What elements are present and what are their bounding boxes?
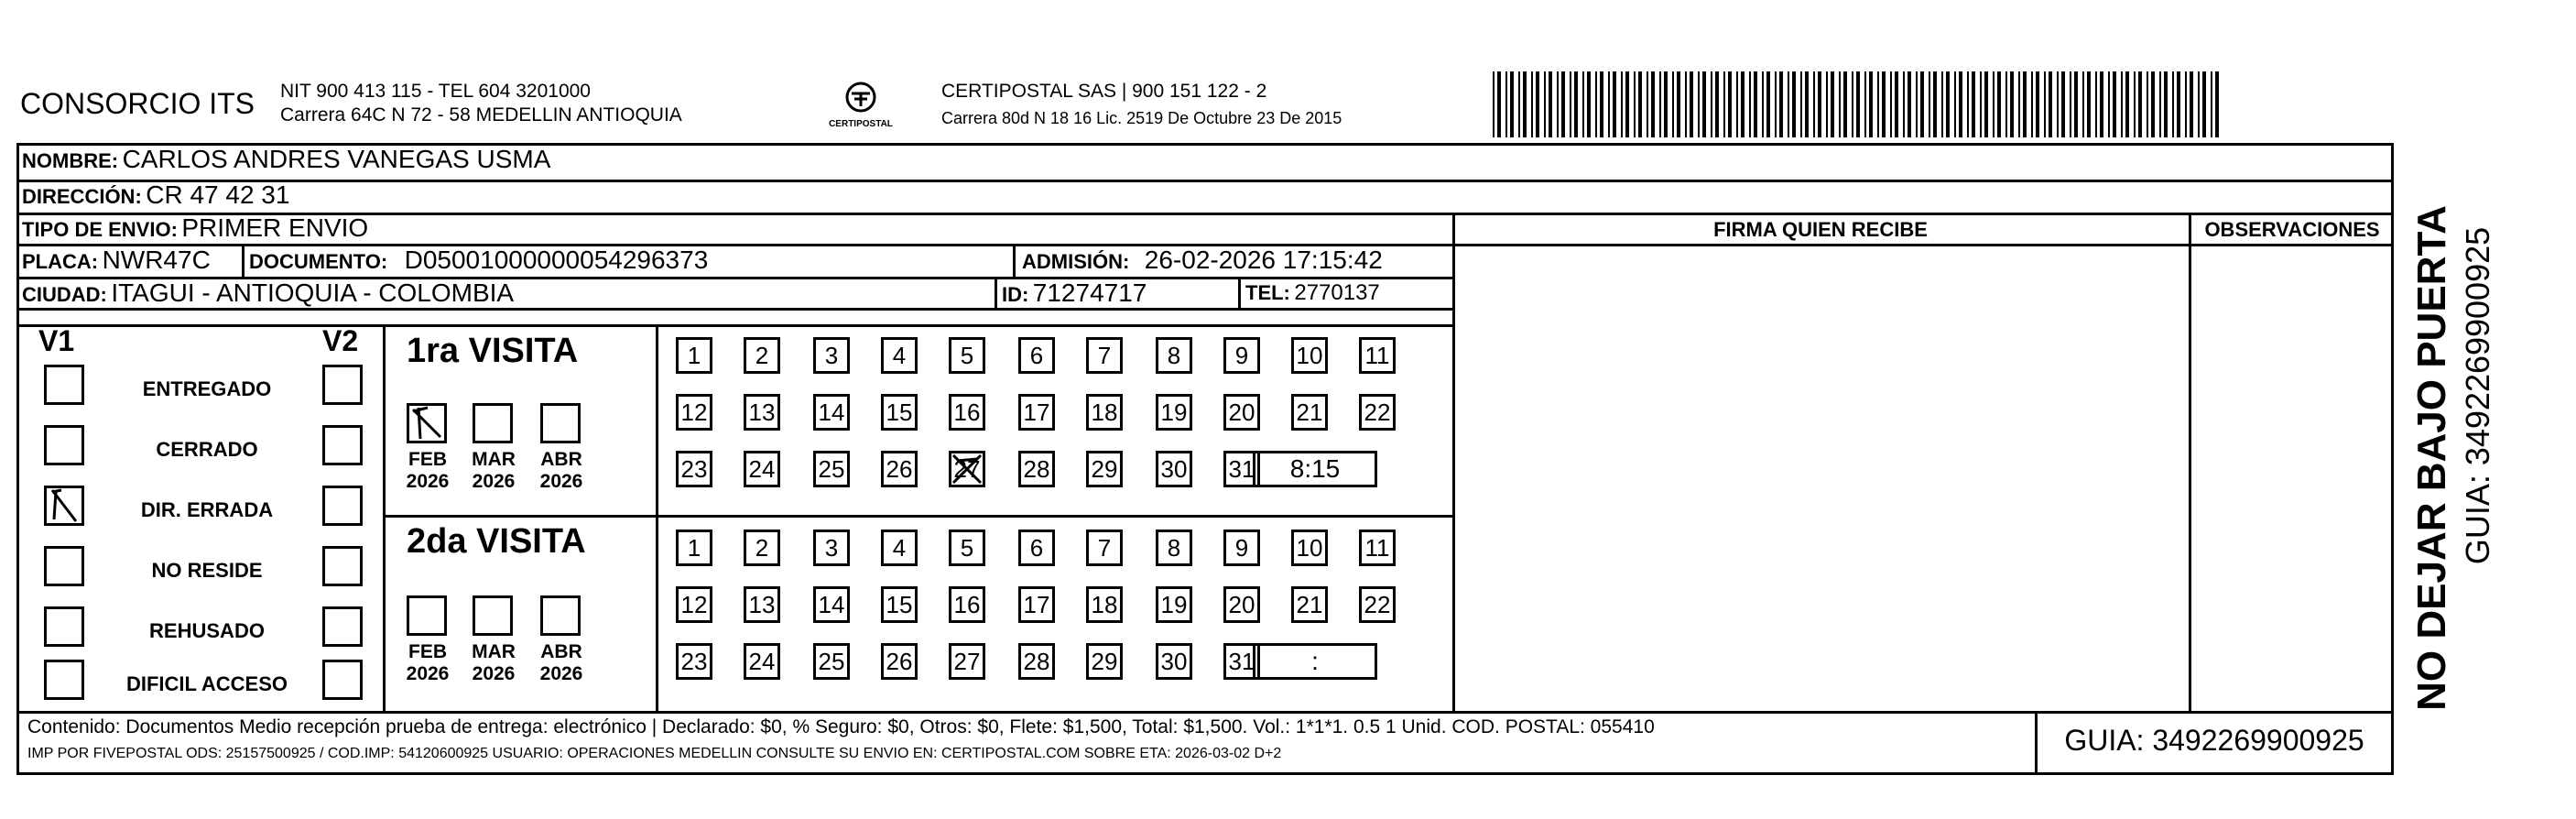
day-box[interactable]: 16 xyxy=(949,586,985,623)
barcode-bar xyxy=(2108,71,2110,137)
day-box[interactable]: 5 xyxy=(949,530,985,566)
barcode-bar xyxy=(1890,71,1892,137)
barcode-bar xyxy=(2121,71,2123,137)
documento-value: D05001000000054296373 xyxy=(404,246,709,274)
day-box[interactable]: 19 xyxy=(1156,586,1192,623)
status-label: CERRADO xyxy=(156,438,258,461)
day-box[interactable]: 1 xyxy=(676,337,712,374)
v2-checkbox[interactable] xyxy=(322,425,363,465)
day-box[interactable]: 2 xyxy=(744,337,780,374)
day-box[interactable]: 9 xyxy=(1223,530,1260,566)
month-checkbox-abr[interactable] xyxy=(540,595,581,636)
nombre-label: NOMBRE: xyxy=(22,149,119,172)
day-box[interactable]: 20 xyxy=(1223,394,1260,431)
side-warning: NO DEJAR BAJO PUERTA xyxy=(2409,205,2454,711)
month-label xyxy=(529,641,593,685)
barcode-bar xyxy=(2215,71,2219,137)
barcode-bar xyxy=(1685,71,1687,137)
visit-time[interactable]: : xyxy=(1253,643,1377,680)
footer-imp: IMP POR FIVEPOSTAL ODS: 25157500925 / COD.IMP: 54120600925 USUARIO: OPERACIONES MEDELLIN CONSULTE SU ENVIO EN: CERTIPOSTAL.COM SOBRE ETA: 2026-03-02 D+2 xyxy=(27,746,1282,761)
barcode-bar xyxy=(1493,71,1495,137)
barcode-bar xyxy=(2177,71,2180,137)
barcode-bar xyxy=(1690,71,1693,137)
day-box[interactable]: 11 xyxy=(1359,530,1396,566)
day-box[interactable]: 25 xyxy=(813,643,850,680)
barcode-bar xyxy=(1505,71,1507,137)
day-box[interactable]: 26 xyxy=(881,451,918,487)
month-year: 2026 xyxy=(406,663,450,684)
barcode-bar xyxy=(1625,71,1629,137)
ciudad-label: CIUDAD: xyxy=(22,283,107,306)
day-box[interactable]: 1 xyxy=(676,530,712,566)
ciudad-value: ITAGUI - ANTIOQUIA - COLOMBIA xyxy=(111,278,515,307)
barcode-bar xyxy=(1600,71,1603,137)
barcode-bar xyxy=(1920,71,1924,137)
day-box[interactable]: 23 xyxy=(676,451,712,487)
barcode-bar xyxy=(1856,71,1860,137)
barcode-bar xyxy=(1651,71,1655,137)
month-label xyxy=(462,641,526,685)
month-label xyxy=(396,449,460,493)
barcode-bar xyxy=(2164,71,2168,137)
barcode-bar xyxy=(1941,71,1943,137)
visit-time[interactable]: 8:15 xyxy=(1253,451,1377,487)
barcode-bar xyxy=(2049,71,2052,137)
day-box[interactable]: 23 xyxy=(676,643,712,680)
day-box[interactable]: 24 xyxy=(744,451,780,487)
month-year: 2026 xyxy=(406,471,450,492)
barcode-bar xyxy=(2211,71,2212,137)
month-year: 2026 xyxy=(472,663,516,684)
day-box[interactable]: 21 xyxy=(1291,394,1328,431)
svg-text:CERTIPOSTAL: CERTIPOSTAL xyxy=(829,119,893,129)
barcode-bar xyxy=(1549,71,1552,137)
day-box[interactable]: 18 xyxy=(1086,586,1123,623)
barcode-bar xyxy=(1895,71,1898,137)
barcode-bar xyxy=(2138,71,2142,137)
day-box[interactable]: 26 xyxy=(881,643,918,680)
month-label xyxy=(462,449,526,493)
barcode-bar xyxy=(1805,71,1809,137)
barcode-bar xyxy=(1792,71,1796,137)
barcode-bar xyxy=(2087,71,2091,137)
month-checkbox-mar[interactable] xyxy=(473,595,513,636)
day-box[interactable]: 20 xyxy=(1223,586,1260,623)
day-box[interactable]: 4 xyxy=(881,530,918,566)
barcode-bar xyxy=(1659,71,1661,137)
barcode xyxy=(1493,71,2225,137)
day-box[interactable]: 27 xyxy=(949,643,985,680)
barcode-bar xyxy=(1954,71,1956,137)
barcode-bar xyxy=(1595,71,1597,137)
barcode-bar xyxy=(1621,71,1623,137)
barcode-bar xyxy=(1843,71,1847,137)
barcode-bar xyxy=(1933,71,1937,137)
company-nit: NIT 900 413 115 - TEL 604 3201000 xyxy=(280,81,591,102)
status-label: DIFICIL ACCESO xyxy=(125,672,288,695)
barcode-bar xyxy=(1587,71,1591,137)
barcode-bar xyxy=(1544,71,1546,137)
day-box[interactable]: 18 xyxy=(1086,394,1123,431)
barcode-bar xyxy=(1497,71,1501,137)
day-box[interactable]: 15 xyxy=(881,394,918,431)
month-label xyxy=(396,641,460,685)
v1-checkbox[interactable] xyxy=(44,365,84,405)
month-name: FEB xyxy=(408,449,447,470)
barcode-bar xyxy=(1929,71,1930,137)
barcode-bar xyxy=(1993,71,1994,137)
admision-value: 26-02-2026 17:15:42 xyxy=(1144,246,1383,274)
barcode-bar xyxy=(1908,71,1911,137)
barcode-bar xyxy=(1980,71,1982,137)
v2-checkbox[interactable] xyxy=(322,486,363,526)
month-year: 2026 xyxy=(539,663,583,684)
barcode-bar xyxy=(1959,71,1962,137)
barcode-bar xyxy=(2172,71,2174,137)
month-name: MAR xyxy=(472,449,516,470)
barcode-bar xyxy=(1997,71,2001,137)
barcode-bar xyxy=(2113,71,2116,137)
status-label: DIR. ERRADA xyxy=(140,498,274,521)
barcode-bar xyxy=(1557,71,1559,137)
nombre-value: CARLOS ANDRES VANEGAS USMA xyxy=(122,145,551,173)
day-box[interactable]: 30 xyxy=(1156,643,1192,680)
barcode-bar xyxy=(1715,71,1719,137)
day-box[interactable]: 6 xyxy=(1018,530,1055,566)
observaciones-area[interactable] xyxy=(2192,247,2390,709)
v1-checkbox[interactable] xyxy=(44,486,84,526)
barcode-bar xyxy=(1818,71,1821,137)
barcode-bar xyxy=(1775,71,1777,137)
day-box[interactable]: 8 xyxy=(1156,337,1192,374)
day-box[interactable]: 28 xyxy=(1018,451,1055,487)
barcode-bar xyxy=(2010,71,2014,137)
barcode-bar xyxy=(1946,71,1950,137)
month-name: ABR xyxy=(540,641,582,662)
direccion-value: CR 47 42 31 xyxy=(146,180,290,209)
barcode-bar xyxy=(1779,71,1783,137)
observaciones-label: OBSERVACIONES xyxy=(2204,218,2380,241)
day-box[interactable]: 31 xyxy=(1223,451,1260,487)
day-box[interactable]: 25 xyxy=(813,451,850,487)
month-year: 2026 xyxy=(539,471,583,492)
barcode-bar xyxy=(1672,71,1674,137)
barcode-bar xyxy=(1826,71,1828,137)
partner-address: Carrera 80d N 18 16 Lic. 2519 De Octubre 23 De 2015 xyxy=(941,109,1342,127)
day-box[interactable]: 24 xyxy=(744,643,780,680)
signature-area[interactable] xyxy=(1456,247,2185,709)
barcode-bar xyxy=(1967,71,1969,137)
day-box[interactable]: 29 xyxy=(1086,451,1123,487)
barcode-bar xyxy=(2031,71,2033,137)
barcode-bar xyxy=(2159,71,2161,137)
month-label xyxy=(529,449,593,493)
barcode-bar xyxy=(2147,71,2148,137)
day-box[interactable]: 10 xyxy=(1291,337,1328,374)
day-box[interactable]: 10 xyxy=(1291,530,1328,566)
direccion-label: DIRECCIÓN: xyxy=(22,185,142,208)
barcode-bar xyxy=(1852,71,1853,137)
barcode-bar xyxy=(1570,71,1571,137)
barcode-bar xyxy=(1762,71,1764,137)
tipo-value: PRIMER ENVIO xyxy=(181,213,369,242)
day-box[interactable]: 29 xyxy=(1086,643,1123,680)
barcode-bar xyxy=(1877,71,1879,137)
firma-label: FIRMA QUIEN RECIBE xyxy=(1713,218,1928,241)
visit2-title: 2da VISITA xyxy=(407,522,586,561)
day-box[interactable]: 12 xyxy=(676,394,712,431)
month-checkbox-abr[interactable] xyxy=(540,403,581,443)
day-box[interactable]: 7 xyxy=(1086,530,1123,566)
month-checkbox-feb[interactable] xyxy=(407,595,447,636)
barcode-bar xyxy=(1582,71,1584,137)
barcode-bar xyxy=(1634,71,1636,137)
barcode-bar xyxy=(2100,71,2103,137)
placa-label: PLACA: xyxy=(22,250,99,273)
barcode-bar xyxy=(2044,71,2046,137)
barcode-bar xyxy=(1561,71,1565,137)
barcode-bar xyxy=(1869,71,1873,137)
barcode-bar xyxy=(1984,71,1988,137)
placa-value: NWR47C xyxy=(102,246,211,274)
day-box[interactable]: 22 xyxy=(1359,586,1396,623)
day-box[interactable]: 22 xyxy=(1359,394,1396,431)
day-box[interactable]: 21 xyxy=(1291,586,1328,623)
barcode-bar xyxy=(2074,71,2078,137)
barcode-bar xyxy=(2185,71,2187,137)
barcode-bar xyxy=(1882,71,1886,137)
barcode-bar xyxy=(1613,71,1616,137)
barcode-bar xyxy=(1518,71,1520,137)
status-label: NO RESIDE xyxy=(151,559,263,582)
company-address: Carrera 64C N 72 - 58 MEDELLIN ANTIOQUIA xyxy=(280,104,682,126)
v2-checkbox[interactable] xyxy=(322,606,363,647)
barcode-bar xyxy=(2202,71,2206,137)
barcode-bar xyxy=(1536,71,1539,137)
day-box[interactable]: 7 xyxy=(1086,337,1123,374)
day-box[interactable]: 13 xyxy=(744,586,780,623)
day-box[interactable]: 6 xyxy=(1018,337,1055,374)
v2-checkbox[interactable] xyxy=(322,365,363,405)
v1-checkbox[interactable] xyxy=(44,606,84,647)
day-box[interactable]: 17 xyxy=(1018,394,1055,431)
month-year: 2026 xyxy=(472,471,516,492)
barcode-bar xyxy=(2151,71,2155,137)
day-box[interactable]: 17 xyxy=(1018,586,1055,623)
day-box[interactable]: 27 xyxy=(949,451,985,487)
v1-checkbox[interactable] xyxy=(44,425,84,465)
barcode-bar xyxy=(1574,71,1578,137)
barcode-bar xyxy=(2061,71,2065,137)
day-box[interactable]: 30 xyxy=(1156,451,1192,487)
barcode-bar xyxy=(1736,71,1738,137)
certipostal-logo xyxy=(824,79,897,134)
v2-checkbox[interactable] xyxy=(322,546,363,586)
partner-line: CERTIPOSTAL SAS | 900 151 122 - 2 xyxy=(941,81,1267,102)
barcode-bar xyxy=(1510,71,1514,137)
tel-label: TEL: xyxy=(1245,281,1290,304)
admision-label: ADMISIÓN: xyxy=(1022,250,1130,273)
v2-label: V2 xyxy=(322,324,359,357)
day-box[interactable]: 15 xyxy=(881,586,918,623)
barcode-bar xyxy=(1664,71,1668,137)
barcode-bar xyxy=(2082,71,2084,137)
month-checkbox-mar[interactable] xyxy=(473,403,513,443)
barcode-bar xyxy=(1813,71,1815,137)
documento-label: DOCUMENTO: xyxy=(249,250,388,273)
day-box[interactable]: 9 xyxy=(1223,337,1260,374)
barcode-bar xyxy=(1638,71,1642,137)
barcode-bar xyxy=(1728,71,1732,137)
barcode-bar xyxy=(1711,71,1712,137)
barcode-bar xyxy=(1723,71,1725,137)
day-box[interactable]: 5 xyxy=(949,337,985,374)
day-box[interactable]: 28 xyxy=(1018,643,1055,680)
status-label: ENTREGADO xyxy=(142,377,272,400)
v1-checkbox[interactable] xyxy=(44,660,84,700)
barcode-bar xyxy=(1754,71,1757,137)
day-box[interactable]: 4 xyxy=(881,337,918,374)
footer-guia: GUIA: 3492269900925 xyxy=(2064,724,2364,757)
status-label: REHUSADO xyxy=(149,619,265,642)
tel-value: 2770137 xyxy=(1294,280,1380,305)
month-name: ABR xyxy=(540,449,582,470)
barcode-bar xyxy=(1741,71,1745,137)
day-box[interactable]: 2 xyxy=(744,530,780,566)
day-box[interactable]: 11 xyxy=(1359,337,1396,374)
month-name: FEB xyxy=(408,641,447,662)
barcode-bar xyxy=(1903,71,1905,137)
barcode-bar xyxy=(2134,71,2136,137)
day-box[interactable]: 3 xyxy=(813,337,850,374)
day-box[interactable]: 3 xyxy=(813,530,850,566)
barcode-bar xyxy=(2198,71,2200,137)
barcode-bar xyxy=(2018,71,2020,137)
barcode-bar xyxy=(1800,71,1802,137)
barcode-bar xyxy=(1523,71,1527,137)
barcode-bar xyxy=(1916,71,1918,137)
barcode-bar xyxy=(1749,71,1751,137)
v1-checkbox[interactable] xyxy=(44,546,84,586)
day-box[interactable]: 16 xyxy=(949,394,985,431)
id-label: ID: xyxy=(1002,283,1029,306)
day-box[interactable]: 19 xyxy=(1156,394,1192,431)
month-name: MAR xyxy=(472,641,516,662)
barcode-bar xyxy=(1766,71,1770,137)
barcode-bar xyxy=(1608,71,1610,137)
barcode-bar xyxy=(1647,71,1648,137)
barcode-bar xyxy=(1788,71,1789,137)
side-guia: GUIA: 3492269900925 xyxy=(2459,226,2496,565)
month-checkbox-feb[interactable] xyxy=(407,403,447,443)
barcode-bar xyxy=(1677,71,1680,137)
v1-label: V1 xyxy=(38,324,75,357)
barcode-bar xyxy=(1698,71,1700,137)
barcode-bar xyxy=(2190,71,2193,137)
barcode-bar xyxy=(1831,71,1834,137)
day-box[interactable]: 14 xyxy=(813,586,850,623)
barcode-bar xyxy=(1531,71,1533,137)
barcode-bar xyxy=(2023,71,2027,137)
barcode-bar xyxy=(1864,71,1866,137)
barcode-bar xyxy=(2095,71,2097,137)
barcode-bar xyxy=(2057,71,2059,137)
barcode-bar xyxy=(2036,71,2039,137)
day-box[interactable]: 8 xyxy=(1156,530,1192,566)
day-box[interactable]: 12 xyxy=(676,586,712,623)
barcode-bar xyxy=(1702,71,1706,137)
visit1-title: 1ra VISITA xyxy=(407,332,579,370)
barcode-bar xyxy=(2070,71,2071,137)
barcode-bar xyxy=(2125,71,2129,137)
day-box[interactable]: 14 xyxy=(813,394,850,431)
day-box[interactable]: 31 xyxy=(1223,643,1260,680)
day-box[interactable]: 13 xyxy=(744,394,780,431)
barcode-bar xyxy=(1972,71,1975,137)
company-name: CONSORCIO ITS xyxy=(20,87,255,120)
id-value: 71274717 xyxy=(1032,278,1147,307)
barcode-bar xyxy=(1839,71,1841,137)
v2-checkbox[interactable] xyxy=(322,660,363,700)
barcode-bar xyxy=(2005,71,2007,137)
footer-content: Contenido: Documentos Medio recepción prueba de entrega: electrónico | Declarado: $0, % Seguro: $0, Otros: $0, Flete: $1,500, Total: $1,500. Vol.: 1*1*1. 0.5 1 Unid. COD. POSTAL: 055410 xyxy=(27,716,1655,737)
tipo-label: TIPO DE ENVIO: xyxy=(22,218,178,241)
